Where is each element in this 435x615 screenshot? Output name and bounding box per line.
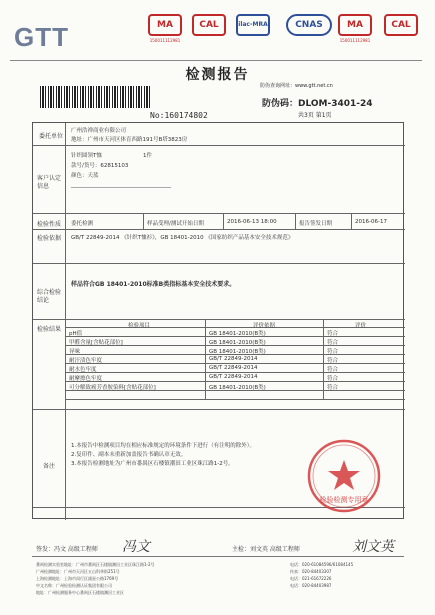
cma-mark-icon: MA 150011112981 <box>148 14 182 43</box>
cnas-mark-icon: CNAS <box>286 14 332 36</box>
col-divider <box>295 213 296 229</box>
item-result: 符合 <box>327 385 339 391</box>
footer-contact: 电话：021-61672226 <box>290 576 332 581</box>
footer-line: 上海检测地址：上海市闵行区浦星公路1769号 <box>36 576 119 581</box>
item-name: 异味 <box>69 349 81 355</box>
sample-color: 颜色：天蓝 <box>71 173 99 179</box>
col-divider <box>323 319 324 399</box>
page-title: 检测报告 <box>185 67 250 83</box>
report-number: No:160174802 <box>150 111 208 120</box>
item-basis: GB/T 22849-2014 <box>209 374 258 380</box>
item-result: 符合 <box>327 349 339 355</box>
sample-style: 款号/货号：62815103 <box>71 163 129 169</box>
footer-line: 番禺检测实验室地址：广州市番禺区石楼镇潮田工业区珠江路1-2号 <box>36 562 155 567</box>
report-date-label: 报告签发日期 <box>299 221 333 227</box>
row-divider <box>65 327 405 328</box>
footer-contact: 电话：020-84403987 <box>290 583 332 588</box>
item-basis: GB/T 22849-2014 <box>209 365 258 371</box>
item-name: 可分解致癌芳香胺染料[含贴花部位] <box>69 385 156 391</box>
gtt-logo: GTT <box>14 22 69 52</box>
anti-fake-code: 防伪码：DLOM-3401-24 <box>262 99 373 109</box>
sample-name: 针织圆领T恤 <box>71 153 102 159</box>
row-divider <box>33 263 405 264</box>
barcode-icon <box>40 86 150 108</box>
row-divider <box>33 145 405 146</box>
remark-line: 3.本报告检测地址为广州市番禺区石楼镇潮田工业区珠江路1-2号。 <box>71 461 234 467</box>
item-result: 符合 <box>327 376 339 382</box>
item-header-name: 检验项目 <box>128 323 151 329</box>
seal-text: 检验检测专用章 <box>319 496 369 504</box>
received-value: 2016-06-13 18:00 <box>227 219 277 225</box>
header-divider <box>10 60 422 61</box>
item-result: 符合 <box>327 367 339 373</box>
approver-signature-label: 签发：冯文 高级工程师 <box>36 546 98 553</box>
item-header-basis: 评价依据 <box>253 323 276 329</box>
item-name: 甲醛含量[含贴花部位] <box>69 340 123 346</box>
col-divider <box>143 213 144 229</box>
row-divider <box>33 319 405 320</box>
item-name: 耐汗渍色牢度 <box>69 358 103 364</box>
received-label: 样品受理/测试开始日期 <box>147 221 204 227</box>
item-basis: GB 18401-2010(B类) <box>209 340 266 346</box>
query-url: 防伪查询网址：www.gtt.net.cn <box>260 83 333 89</box>
page-count: 共3页 第1页 <box>298 112 332 119</box>
item-result: 符合 <box>327 331 339 337</box>
sample-qty: 1件 <box>143 153 152 159</box>
type-value: 委托检测 <box>71 221 94 227</box>
item-name: 耐水色牢度 <box>69 367 97 373</box>
col-divider <box>65 123 66 520</box>
client-name: 广州浩禅商业有限公司 <box>71 128 127 134</box>
items-label: 检验结果 <box>37 326 62 333</box>
col-divider <box>351 213 352 229</box>
footer-contact: 传真：020-84403307 <box>290 569 332 574</box>
row-divider <box>33 409 405 410</box>
col-divider <box>205 319 206 399</box>
cma-mark-icon-2: MA 150011112981 <box>338 14 372 43</box>
item-result: 符合 <box>327 340 339 346</box>
row-divider <box>65 399 405 400</box>
remark-line: 2.复印件、副本未重新加盖报告书确认章无效。 <box>71 452 187 458</box>
item-basis: GB 18401-2010(B类) <box>209 385 266 391</box>
item-result: 符合 <box>327 358 339 364</box>
inspection-seal-icon <box>306 438 382 514</box>
footer-line: 广州检测地址：广州市天河区五山科华街251号 <box>36 569 120 574</box>
footer-contact: 电话：020-61084596/61084145 <box>290 562 354 567</box>
reviewer-signature: 刘文英 <box>352 539 394 555</box>
row-divider <box>65 372 405 373</box>
conclusion-label: 综合检验结论 <box>37 289 62 304</box>
footer-divider <box>32 556 404 557</box>
underline <box>71 187 171 188</box>
row-divider <box>33 229 405 230</box>
remarks-label: 备注 <box>43 463 56 470</box>
basis-value: GB/T 22849-2014 《针织T恤衫》，GB 18401-2010 《国家纺织产品基本安全技术规范》 <box>71 235 294 241</box>
item-basis: GB/T 22849-2014 <box>209 356 258 362</box>
item-basis: GB 18401-2010(B类) <box>209 331 266 337</box>
conclusion-value: 样品符合GB 18401-2010标准B类指标基本安全技术要求。 <box>71 281 236 288</box>
item-name: 耐摩擦色牢度 <box>69 376 103 382</box>
col-divider <box>223 213 224 229</box>
remark-line: 1.本报告中检测项目均在相应标准规定的环境条件下进行（有注明的除外）。 <box>71 443 256 449</box>
item-basis: GB 18401-2010(B类) <box>209 349 266 355</box>
basis-label: 检验依据 <box>37 235 62 242</box>
type-label: 检验性质 <box>37 221 62 228</box>
footer-line: 地址：广州检测服务中心番禺区石楼镇潮田工业区 <box>36 590 124 595</box>
item-header-result: 评价 <box>355 323 367 329</box>
client-address: 地址：广州市天河区体育西路191号B塔3823房 <box>71 137 188 143</box>
row-divider <box>65 381 405 382</box>
footer-line: 中文名称：广州检验检测认证集团有限公司 <box>36 583 112 588</box>
approver-signature: 冯文 <box>122 539 150 555</box>
item-name: pH值 <box>69 331 83 337</box>
report-date-value: 2016-06-17 <box>355 219 387 225</box>
row-divider <box>65 363 405 364</box>
ilac-mark-icon: ilac-MRA <box>236 14 270 36</box>
cal-mark-icon-2: CAL <box>384 14 418 36</box>
client-label: 委托单位 <box>39 133 64 140</box>
cal-mark-icon: CAL <box>192 14 226 36</box>
reviewer-signature-label: 主检：刘文英 高级工程师 <box>232 546 300 553</box>
row-divider <box>33 213 405 214</box>
sample-label: 客户认定信息 <box>37 175 62 190</box>
